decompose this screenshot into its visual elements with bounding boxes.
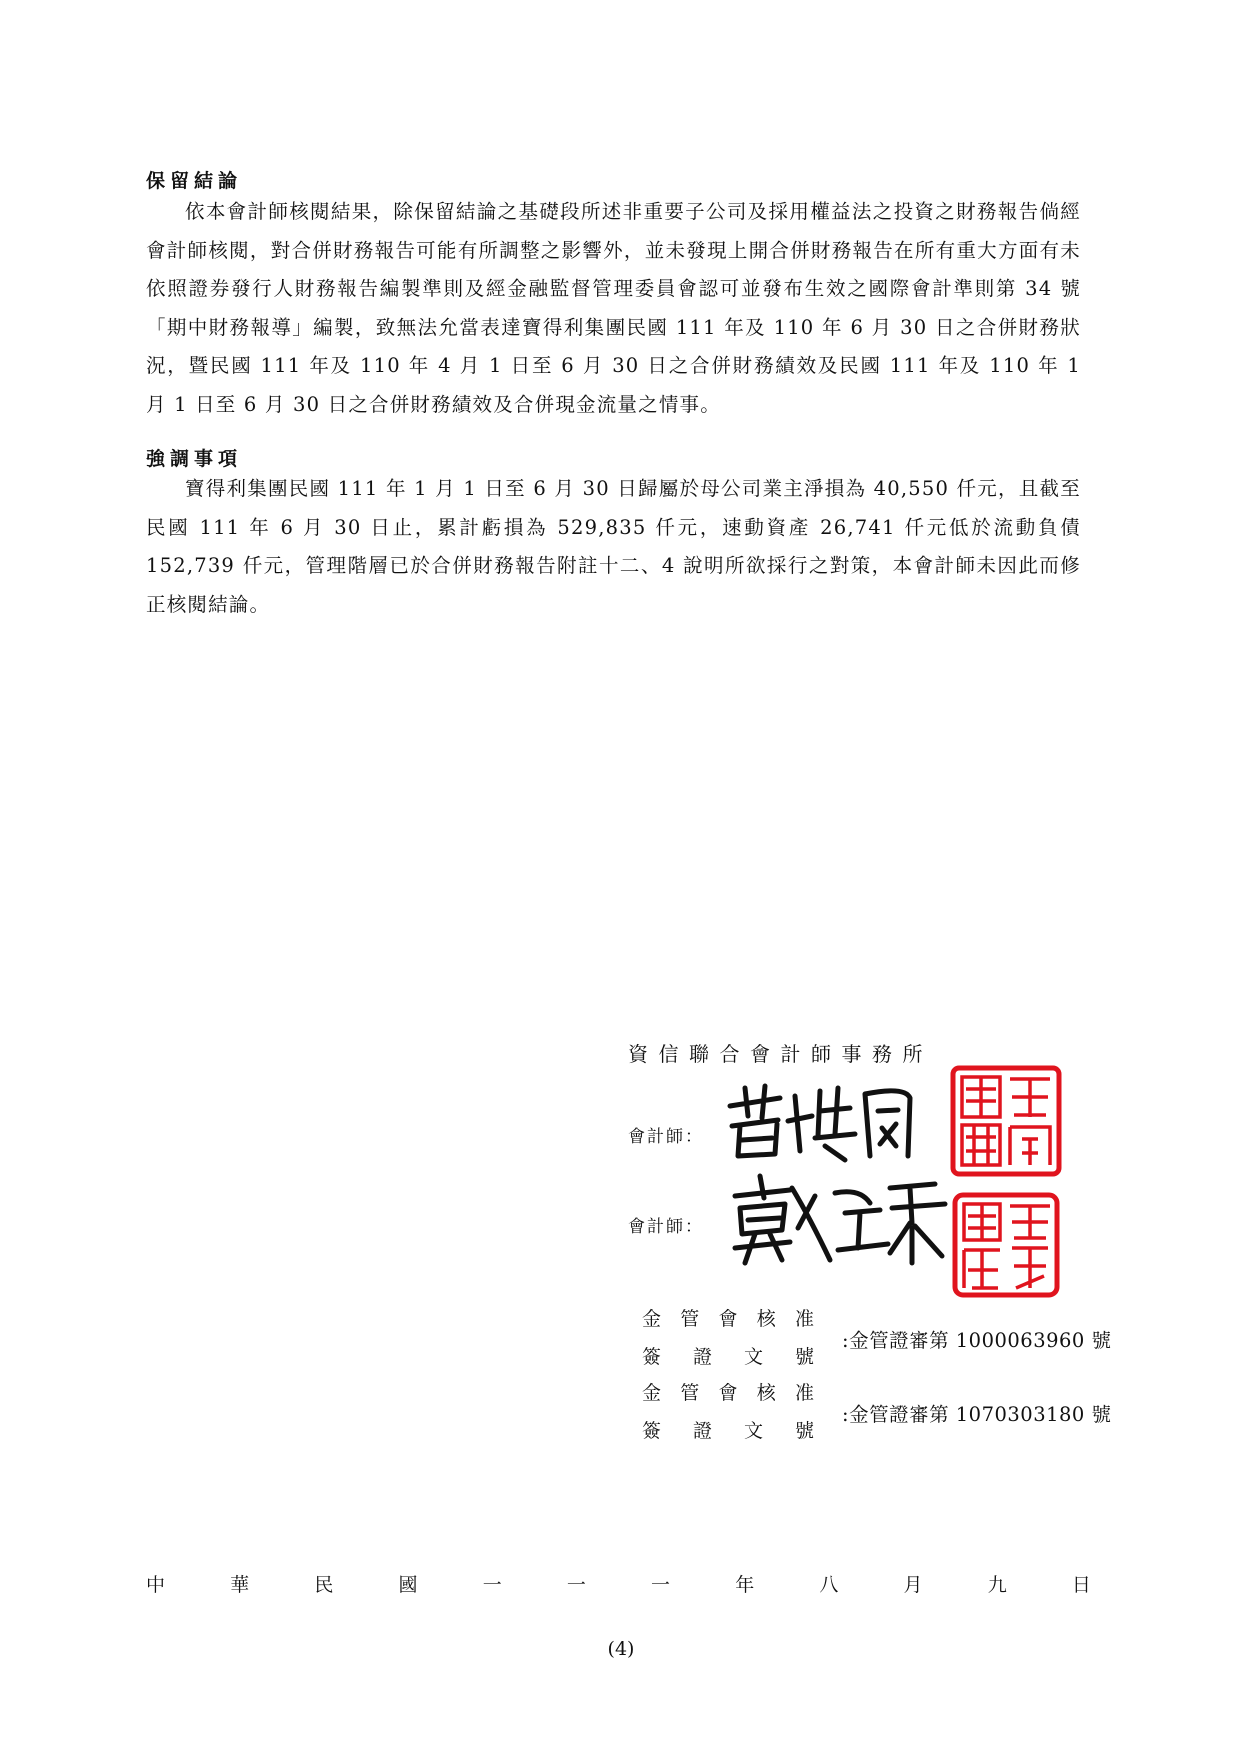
cpa-label-2: 會計師：	[628, 1217, 704, 1237]
seal-2-icon	[952, 1192, 1060, 1298]
emphasis-paragraph: 寶得利集團民國 111 年 1 月 1 日至 6 月 30 日歸屬於母公司業主淨損為 40,550 仟元，且截至民國 111 年 6 月 30 日止，累計虧損為 529,835 仟元，速動資產 26,741 仟元低於流動負債 152,739 仟元，管理階層已於合併財務報告附註十二、4 說明所欲採行之對策，本會計師未因此而修正核閱結論。	[146, 477, 1081, 616]
approval-1-label: 金 管 會 核 准 簽 證 文 號	[642, 1308, 814, 1368]
approval-2-label: 金 管 會 核 准 簽 證 文 號	[642, 1382, 814, 1442]
qualified-conclusion-heading: 保留結論	[146, 170, 243, 192]
page-number: (4)	[607, 1638, 635, 1660]
cpa-label-1: 會計師：	[628, 1127, 704, 1147]
signature-2	[720, 1168, 950, 1268]
qualified-conclusion-paragraph: 依本會計師核閱結果，除保留結論之基礎段所述非重要子公司及採用權益法之投資之財務報告倘經會計師核閱，對合併財務報告可能有所調整之影響外，並未發現上開合併財務報告在所有重大方面有未依照證券發行人財務報告編製準則及經金融監督管理委員會認可並發布生效之國際會計準則第 34 號「期中財務報導」編製，致無法允當表達寶得利集團民國 111 年及 110 年 6 月 30 日之合併財務狀況，暨民國 111 年及 110 年 4 月 1 日至 6 月 30 日之合併財務績效及民國 111 年及 110 年 1 月 1 日至 6 月 30 日之合併財務績效及合併現金流量之情事。	[146, 200, 1081, 416]
emphasis-heading: 強調事項	[146, 448, 243, 470]
approval-2-ref: :金管證審第 1070303180 號	[842, 1403, 1112, 1426]
signature-1	[720, 1076, 920, 1166]
approval-1-ref: :金管證審第 1000063960 號	[842, 1329, 1112, 1352]
seal-1-icon	[950, 1065, 1062, 1177]
firm-name: 資信聯合會計師事務所	[628, 1042, 933, 1066]
report-date: 中 華 民 國 一 一 一 年 八 月 九 日	[146, 1574, 1091, 1596]
